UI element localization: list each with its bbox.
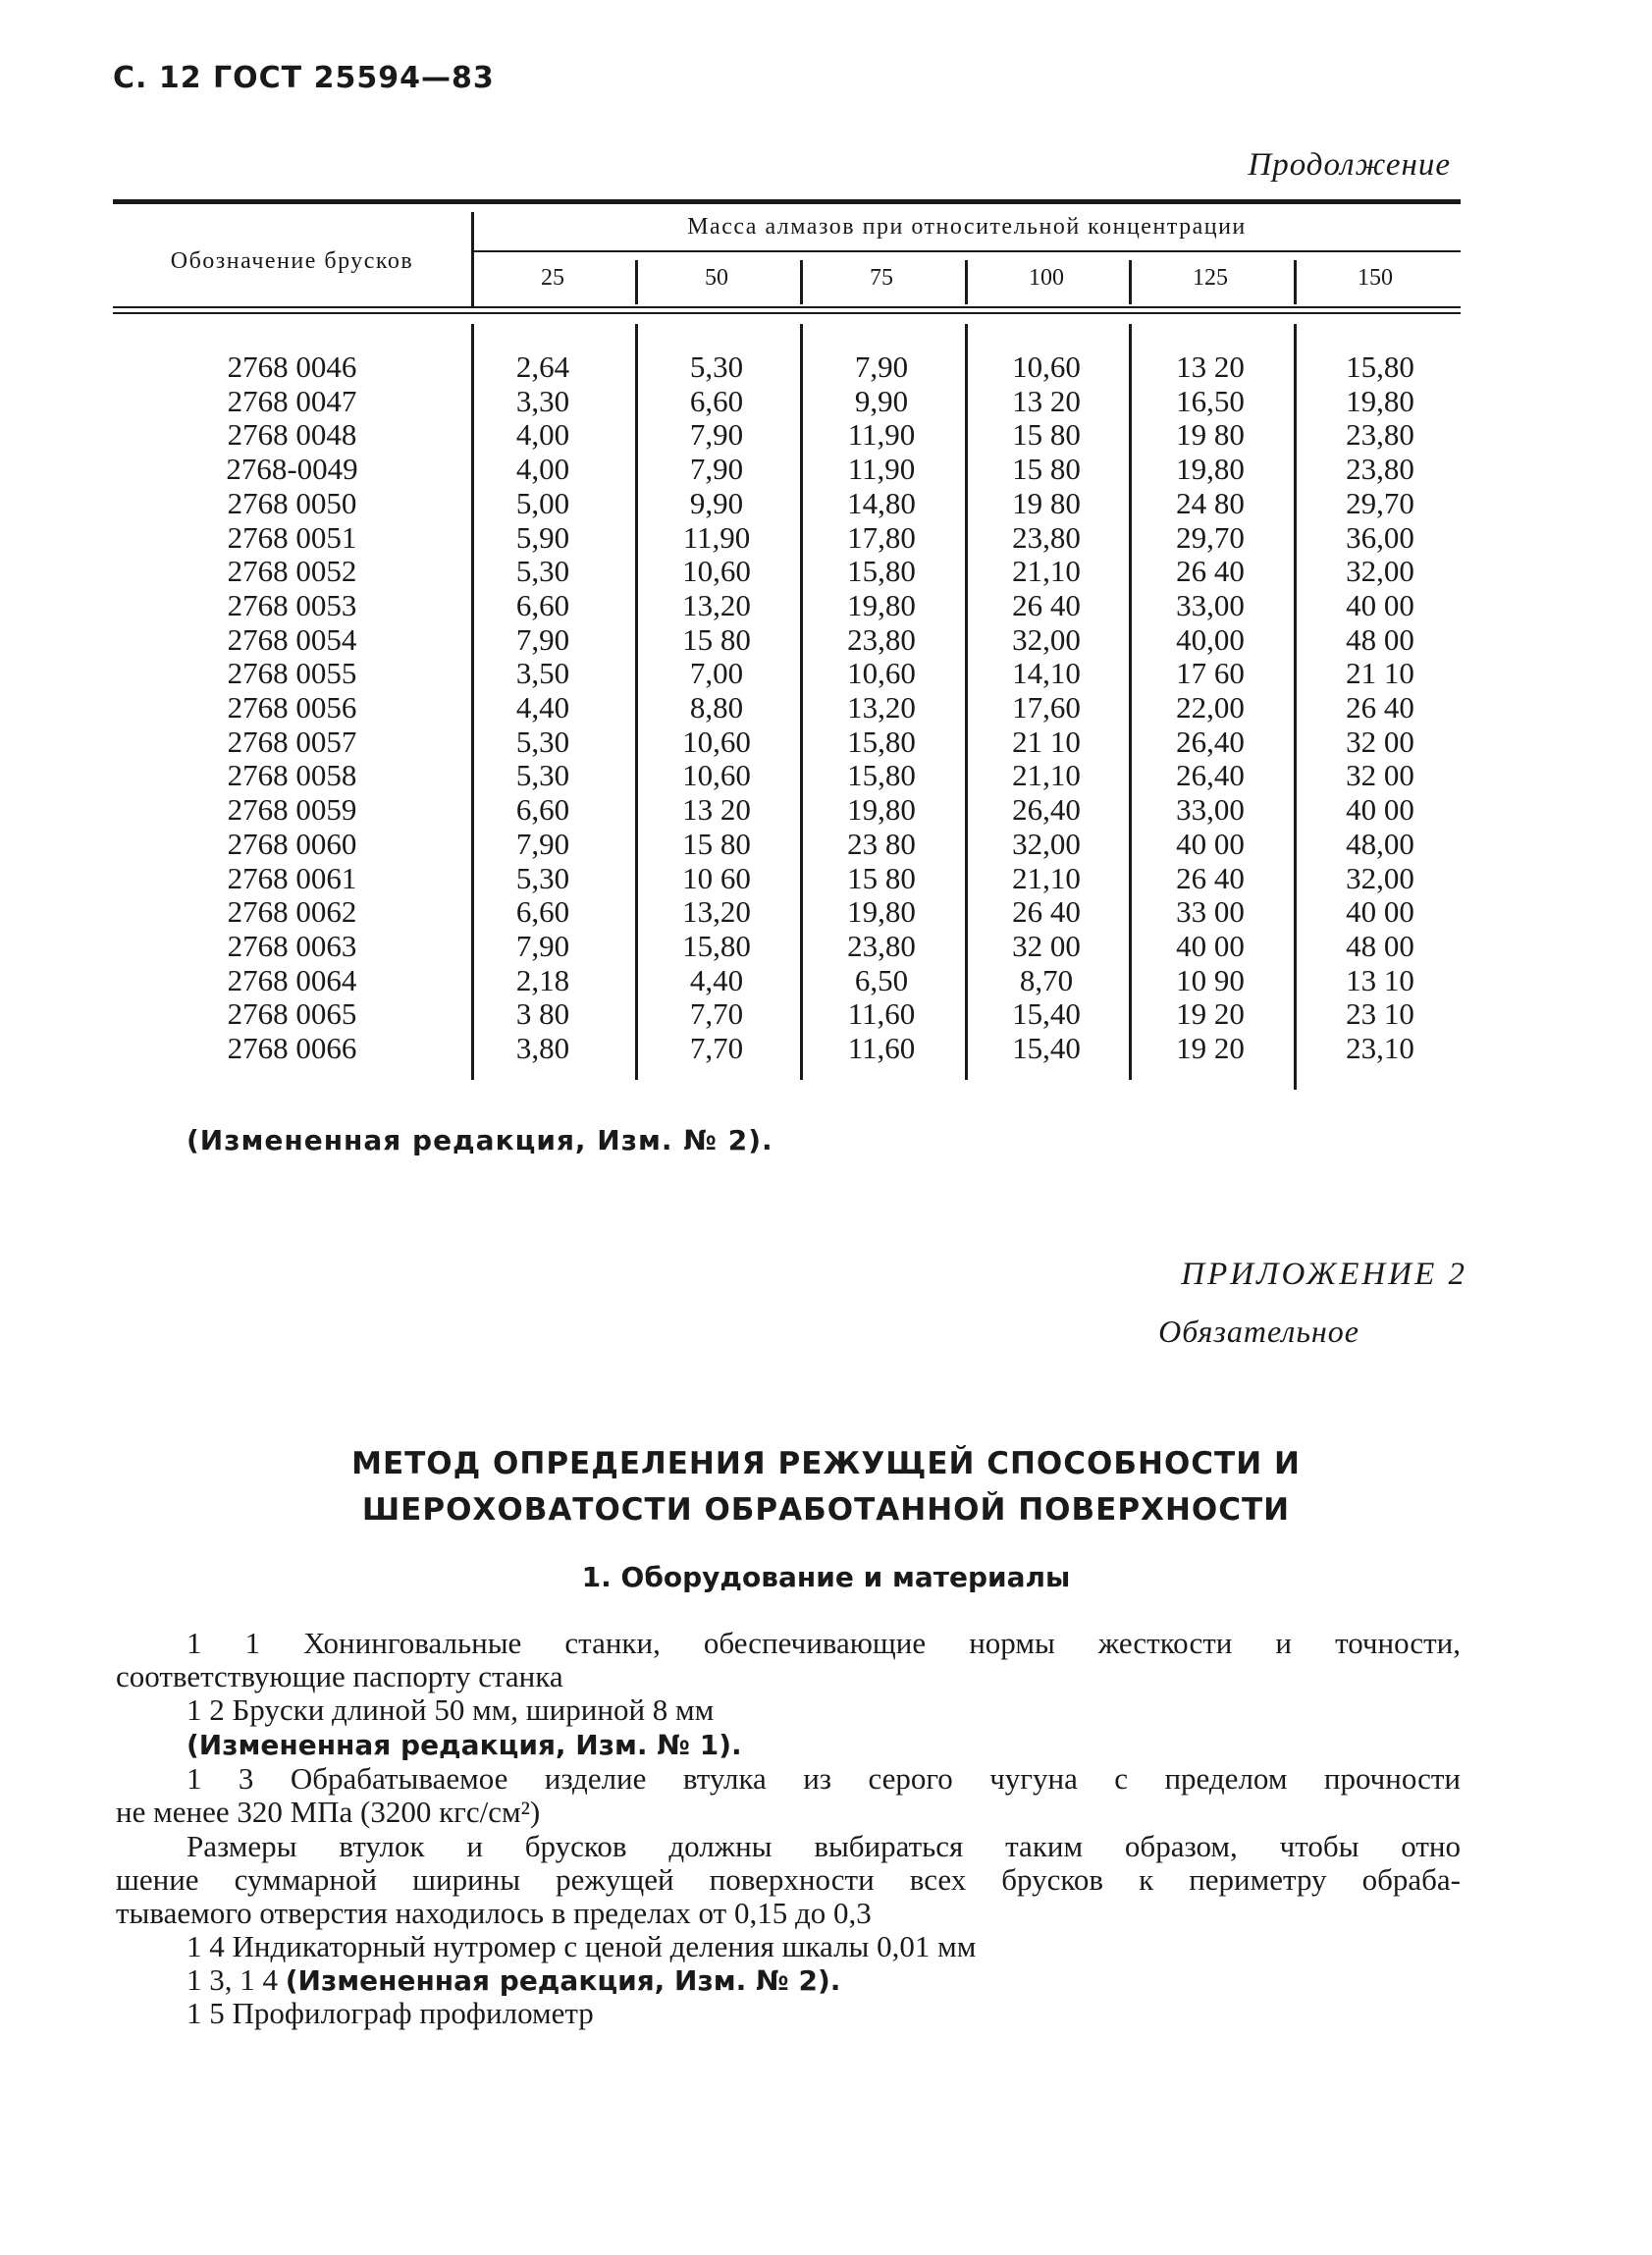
table-cell-mass: 22,00 bbox=[1176, 690, 1245, 725]
table-cell-designation: 2768 0056 bbox=[227, 690, 357, 725]
table-cell-mass: 23,80 bbox=[1012, 519, 1081, 555]
table-cell-mass: 6,60 bbox=[689, 383, 744, 418]
table-cell-mass: 15,40 bbox=[1012, 996, 1081, 1032]
table-cell-designation: 2768 0060 bbox=[227, 826, 357, 861]
table-cell-mass: 19,80 bbox=[847, 792, 916, 828]
table-cell-mass: 26,40 bbox=[1176, 724, 1245, 759]
table-cell-mass: 21 10 bbox=[1346, 656, 1414, 691]
table-cell-designation: 2768 0051 bbox=[227, 519, 357, 555]
table-cell-mass: 15 80 bbox=[682, 621, 751, 657]
header-concentration: 25 bbox=[541, 265, 564, 291]
table-cell-mass: 15 80 bbox=[682, 826, 751, 861]
table-cell-designation: 2768 0054 bbox=[227, 621, 357, 657]
table-cell-mass: 23 80 bbox=[847, 826, 916, 861]
header-designation: Обозначение брусков bbox=[170, 248, 414, 274]
table-cell-mass: 15 80 bbox=[847, 860, 916, 895]
table-header-rule bbox=[113, 306, 1461, 308]
table-cell-mass: 15,80 bbox=[1346, 349, 1414, 384]
table-cell-mass: 15,80 bbox=[847, 758, 916, 793]
header-concentration: 125 bbox=[1193, 265, 1228, 291]
table-cell-designation: 2768 0046 bbox=[227, 349, 357, 384]
table-cell-designation: 2768 0053 bbox=[227, 587, 357, 622]
table-cell-mass: 10,60 bbox=[682, 758, 751, 793]
table-cell-mass: 7,70 bbox=[689, 996, 744, 1032]
table-cell-mass: 14,80 bbox=[847, 485, 916, 520]
table-cell-mass: 32 00 bbox=[1346, 724, 1414, 759]
table-cell-mass: 14,10 bbox=[1012, 656, 1081, 691]
table-cell-mass: 29,70 bbox=[1346, 485, 1414, 520]
table-cell-mass: 29,70 bbox=[1176, 519, 1245, 555]
table-cell-mass: 11,60 bbox=[847, 1031, 916, 1065]
table-cell-mass: 4,40 bbox=[689, 962, 744, 997]
table-cell-mass: 21,10 bbox=[1012, 554, 1081, 589]
table-cell-mass: 23,80 bbox=[847, 621, 916, 657]
table-cell-mass: 15,80 bbox=[847, 724, 916, 759]
appendix-subtitle: Обязательное bbox=[1158, 1314, 1359, 1349]
table-cell-mass: 40 00 bbox=[1176, 928, 1245, 963]
table-cell-mass: 40,00 bbox=[1176, 621, 1245, 657]
table-subheader-rule bbox=[473, 250, 1461, 252]
table-cell-mass: 5,30 bbox=[515, 554, 570, 589]
table-cell-mass: 5,30 bbox=[515, 758, 570, 793]
table-cell-mass: 23,80 bbox=[1346, 452, 1414, 487]
table-cell-mass: 13 20 bbox=[1012, 383, 1081, 418]
table-cell-mass: 23,80 bbox=[847, 928, 916, 963]
table-cell-mass: 36,00 bbox=[1346, 519, 1414, 555]
table-cell-mass: 26 40 bbox=[1012, 894, 1081, 930]
header-concentration: 50 bbox=[705, 265, 728, 291]
table-cell-mass: 19,80 bbox=[1346, 383, 1414, 418]
table-cell-mass: 10,60 bbox=[682, 724, 751, 759]
table-cell-mass: 7,90 bbox=[689, 417, 744, 453]
table-cell-mass: 48,00 bbox=[1346, 826, 1414, 861]
header-concentration: 75 bbox=[870, 265, 893, 291]
table-cell-designation: 2768 0066 bbox=[227, 1031, 357, 1065]
table-cell-mass: 17,80 bbox=[847, 519, 916, 555]
table-cell-designation: 2768 0052 bbox=[227, 554, 357, 589]
amendment-note: (Измененная редакция, Изм. № 2). bbox=[187, 1124, 773, 1156]
table-cell-mass: 23 10 bbox=[1346, 996, 1414, 1032]
table-cell-mass: 10 60 bbox=[682, 860, 751, 895]
table-cell-mass: 23,10 bbox=[1346, 1031, 1414, 1065]
table-cell-designation: 2768 0062 bbox=[227, 894, 357, 930]
table-cell-mass: 40 00 bbox=[1346, 587, 1414, 622]
table-cell-mass: 33,00 bbox=[1176, 792, 1245, 828]
para-1-1-line2: соответствующие паспорту станка bbox=[116, 1659, 563, 1693]
table-cell-designation: 2768 0065 bbox=[227, 996, 357, 1032]
table-cell-mass: 6,60 bbox=[515, 587, 570, 622]
table-cell-designation: 2768-0049 bbox=[226, 452, 358, 487]
table-cell-mass: 26 40 bbox=[1176, 554, 1245, 589]
table-cell-mass: 23,80 bbox=[1346, 417, 1414, 453]
table-cell-mass: 10,60 bbox=[1012, 349, 1081, 384]
table-cell-mass: 21,10 bbox=[1012, 860, 1081, 895]
table-cell-designation: 2768 0059 bbox=[227, 792, 357, 828]
table-cell-designation: 2768 0047 bbox=[227, 383, 357, 418]
header-concentration: 150 bbox=[1358, 265, 1393, 291]
table-cell-mass: 13,20 bbox=[682, 894, 751, 930]
table-cell-mass: 19 80 bbox=[1012, 485, 1081, 520]
table-cell-mass: 10,60 bbox=[847, 656, 916, 691]
table-cell-mass: 26 40 bbox=[1012, 587, 1081, 622]
section-title: 1. Оборудование и материалы bbox=[581, 1561, 1071, 1593]
method-title bbox=[0, 1441, 1652, 1533]
table-cell-mass: 15,80 bbox=[682, 928, 751, 963]
amendment-note: (Измененная редакция, Изм. № 2). bbox=[285, 1964, 841, 1997]
table-cell-mass: 4,00 bbox=[515, 452, 570, 487]
para-1-5: 1 5 Профилограф профилометр bbox=[187, 1996, 594, 2030]
table-cell-mass: 19 20 bbox=[1176, 996, 1245, 1032]
table-cell-mass: 11,90 bbox=[682, 519, 751, 555]
table-cell-mass: 11,90 bbox=[847, 452, 916, 487]
table-cell-mass: 11,90 bbox=[847, 417, 916, 453]
table-cell-mass: 5,90 bbox=[515, 519, 570, 555]
table-cell-mass: 3 80 bbox=[515, 996, 570, 1032]
table-cell-mass: 19,80 bbox=[1176, 452, 1245, 487]
table-cell-mass: 32,00 bbox=[1346, 860, 1414, 895]
table-cell-mass: 26 40 bbox=[1346, 690, 1414, 725]
table-cell-mass: 26 40 bbox=[1176, 860, 1245, 895]
para-1-3-line1: 1 3 Обрабатываемое изделие втулка из серого чугуна с пределом прочности bbox=[187, 1761, 1461, 1796]
table-cell-mass: 40 00 bbox=[1346, 894, 1414, 930]
table-cell-mass: 26,40 bbox=[1012, 792, 1081, 828]
table-cell-mass: 7,00 bbox=[689, 656, 744, 691]
table-cell-mass: 13 10 bbox=[1346, 962, 1414, 997]
method-title-text: МЕТОД ОПРЕДЕЛЕНИЯ РЕЖУЩЕЙ СПОСОБНОСТИ И ШЕРОХОВАТОСТИ ОБРАБОТАННОЙ ПОВЕРХНОСТИ bbox=[351, 1446, 1301, 1528]
table-cell-mass: 33 00 bbox=[1176, 894, 1245, 930]
table-cell-mass: 16,50 bbox=[1176, 383, 1245, 418]
table-cell-designation: 2768 0048 bbox=[227, 417, 357, 453]
table-cell-mass: 8,80 bbox=[689, 690, 744, 725]
table-cell-mass: 13 20 bbox=[1176, 349, 1245, 384]
table-cell-mass: 21,10 bbox=[1012, 758, 1081, 793]
table-cell-designation: 2768 0055 bbox=[227, 656, 357, 691]
table-cell-designation: 2768 0057 bbox=[227, 724, 357, 759]
table-cell-mass: 3,30 bbox=[515, 383, 570, 418]
table-cell-mass: 3,50 bbox=[515, 656, 570, 691]
table-cell-designation: 2768 0061 bbox=[227, 860, 357, 895]
table-cell-mass: 26,40 bbox=[1176, 758, 1245, 793]
table-cell-mass: 3,80 bbox=[515, 1031, 570, 1065]
table-cell-mass: 7,90 bbox=[689, 452, 744, 487]
page-header: С. 12 ГОСТ 25594—83 bbox=[113, 61, 495, 95]
table-cell-mass: 5,30 bbox=[515, 724, 570, 759]
table-cell-mass: 2,64 bbox=[515, 349, 570, 384]
table-cell-mass: 19 20 bbox=[1176, 1031, 1245, 1065]
table-cell-mass: 21 10 bbox=[1012, 724, 1081, 759]
table-cell-mass: 7,70 bbox=[689, 1031, 744, 1065]
table-cell-designation: 2768 0064 bbox=[227, 962, 357, 997]
table-cell-mass: 5,00 bbox=[515, 485, 570, 520]
table-cell-mass: 15,80 bbox=[847, 554, 916, 589]
table-cell-mass: 7,90 bbox=[854, 349, 909, 384]
table-cell-mass: 32 00 bbox=[1012, 928, 1081, 963]
table-cell-mass: 48 00 bbox=[1346, 621, 1414, 657]
table-cell-mass: 9,90 bbox=[854, 383, 909, 418]
para-sizes-line1: Размеры втулок и брусков должны выбираться таким образом, чтобы отно bbox=[187, 1829, 1461, 1863]
table-cell-mass: 7,90 bbox=[515, 826, 570, 861]
table-top-rule bbox=[113, 199, 1461, 204]
table-cell-mass: 5,30 bbox=[689, 349, 744, 384]
table-cell-mass: 13,20 bbox=[847, 690, 916, 725]
table-cell-mass: 48 00 bbox=[1346, 928, 1414, 963]
table-cell-mass: 8,70 bbox=[1019, 962, 1074, 997]
table-cell-designation: 2768 0050 bbox=[227, 485, 357, 520]
amendment-note: (Измененная редакция, Изм. № 1). bbox=[187, 1729, 742, 1761]
table-cell-mass: 33,00 bbox=[1176, 587, 1245, 622]
table-cell-mass: 5,30 bbox=[515, 860, 570, 895]
table-cell-mass: 7,90 bbox=[515, 928, 570, 963]
para-1-3-1-4-amendment bbox=[187, 1963, 840, 1998]
para-1-1-line1: 1 1 Хонинговальные станки, обеспечивающие нормы жесткости и точности, bbox=[187, 1626, 1461, 1660]
table-cell-mass: 13 20 bbox=[682, 792, 751, 828]
table-cell-mass: 40 00 bbox=[1176, 826, 1245, 861]
table-cell-mass: 24 80 bbox=[1176, 485, 1245, 520]
para-sizes-line3: тываемого отверстия находилось в пределах от 0,15 до 0,3 bbox=[116, 1896, 872, 1930]
table-cell-mass: 10,60 bbox=[682, 554, 751, 589]
table-cell-mass: 17 60 bbox=[1176, 656, 1245, 691]
table-cell-mass: 4,00 bbox=[515, 417, 570, 453]
table-cell-mass: 19,80 bbox=[847, 587, 916, 622]
table-cell-mass: 32,00 bbox=[1346, 554, 1414, 589]
table-cell-mass: 10 90 bbox=[1176, 962, 1245, 997]
table-cell-mass: 7,90 bbox=[515, 621, 570, 657]
table-cell-mass: 19 80 bbox=[1176, 417, 1245, 453]
table-cell-mass: 6,60 bbox=[515, 894, 570, 930]
appendix-title: ПРИЛОЖЕНИЕ 2 bbox=[1181, 1257, 1467, 1292]
table-cell-mass: 15 80 bbox=[1012, 417, 1081, 453]
header-concentration-group: Масса алмазов при относительной концентрации bbox=[687, 214, 1247, 240]
table-cell-mass: 19,80 bbox=[847, 894, 916, 930]
para-sizes-line2: шение суммарной ширины режущей поверхности всех брусков к периметру обраба- bbox=[116, 1862, 1461, 1897]
table-cell-mass: 40 00 bbox=[1346, 792, 1414, 828]
para-1-3-line2: не менее 320 МПа (3200 кгс/см²) bbox=[116, 1795, 541, 1829]
table-cell-mass: 32,00 bbox=[1012, 621, 1081, 657]
header-concentration: 100 bbox=[1029, 265, 1064, 291]
table-cell-mass: 15 80 bbox=[1012, 452, 1081, 487]
table-cell-mass: 11,60 bbox=[847, 996, 916, 1032]
table-cell-mass: 4,40 bbox=[515, 690, 570, 725]
para-1-2: 1 2 Бруски длиной 50 мм, шириной 8 мм bbox=[187, 1692, 715, 1727]
continuation-label: Продолжение bbox=[1248, 147, 1451, 183]
table-cell-mass: 9,90 bbox=[689, 485, 744, 520]
para-number-prefix: 1 3, 1 4 bbox=[187, 1962, 278, 1997]
table-cell-mass: 32 00 bbox=[1346, 758, 1414, 793]
table-header-rule-2 bbox=[113, 312, 1461, 314]
table-cell-mass: 15,40 bbox=[1012, 1031, 1081, 1065]
table-cell-mass: 32,00 bbox=[1012, 826, 1081, 861]
para-1-4: 1 4 Индикаторный нутромер с ценой деления шкалы 0,01 мм bbox=[187, 1929, 977, 1963]
table-cell-designation: 2768 0058 bbox=[227, 758, 357, 793]
table-cell-mass: 13,20 bbox=[682, 587, 751, 622]
table-cell-mass: 6,60 bbox=[515, 792, 570, 828]
table-cell-mass: 6,50 bbox=[854, 962, 909, 997]
table-cell-designation: 2768 0063 bbox=[227, 928, 357, 963]
table-cell-mass: 17,60 bbox=[1012, 690, 1081, 725]
table-cell-mass: 2,18 bbox=[515, 962, 570, 997]
